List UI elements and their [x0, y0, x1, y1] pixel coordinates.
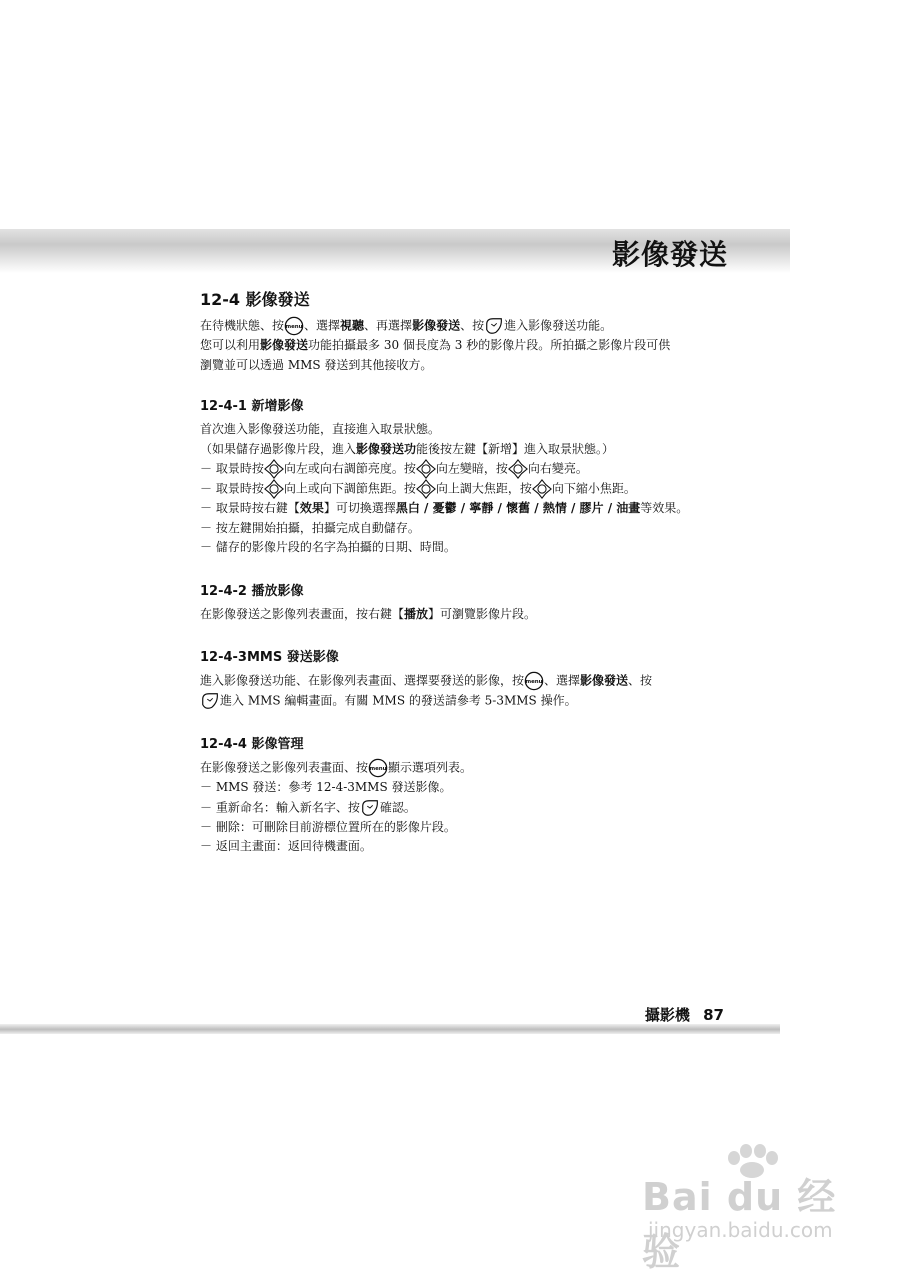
watermark: [642, 1148, 862, 1274]
menu-key-icon: [368, 758, 388, 778]
menu-key-icon: [284, 316, 304, 336]
paragraph: 在待機狀態、按 、選擇視聽、再選擇影像發送、按 進入影像發送功能。: [200, 316, 740, 336]
ok-key-icon: [200, 691, 220, 711]
content: [200, 287, 740, 857]
nav-key-icon: [416, 459, 436, 479]
nav-key-icon: [416, 479, 436, 499]
section-heading: 12-4-2 播放影像: [200, 583, 304, 599]
footer-label: 攝影機: [644, 1006, 690, 1024]
nav-key-icon: [532, 479, 552, 499]
list-item: － 按左鍵開始拍攝，拍攝完成自動儲存。: [200, 520, 420, 535]
paragraph: 進入影像發送功能、在影像列表畫面、選擇要發送的影像，按 、選擇影像發送、按: [200, 671, 740, 691]
watermark-logo: Bai du 经验: [642, 1175, 837, 1274]
list-item: － 刪除：可刪除目前游標位置所在的影像片段。: [200, 819, 456, 834]
watermark-url: jingyan.baidu.com: [648, 1218, 833, 1242]
nav-key-icon: [508, 459, 528, 479]
paragraph: 在影像發送之影像列表畫面、按 顯示選項列表。: [200, 758, 740, 778]
page-footer: [645, 1004, 724, 1025]
paragraph: 在影像發送之影像列表畫面，按右鍵【播放】可瀏覽影像片段。: [200, 606, 537, 621]
page-number: 87: [703, 1006, 724, 1024]
section-heading: 12-4-4 影像管理: [200, 737, 304, 752]
footer-band: [0, 1024, 780, 1034]
paragraph: （如果儲存過影像片段，進入影像發送功能後按左鍵【新增】進入取景狀態。）: [200, 441, 615, 456]
page-title: 影像發送: [611, 238, 728, 271]
list-item: － 重新命名：輸入新名字、按 確認。: [200, 798, 740, 818]
nav-key-icon: [264, 459, 284, 479]
menu-key-icon: [524, 671, 544, 691]
list-item: － 返回主畫面：返回待機畫面。: [200, 839, 372, 853]
paragraph: 瀏覽並可以透過 MMS 發送到其他接收方。: [200, 357, 433, 372]
ok-key-icon: [360, 798, 380, 818]
list-item: － 取景時按 向左或向右調節亮度。按 向左變暗，按 向右變亮。: [200, 459, 740, 479]
paragraph: 進入 MMS 編輯畫面。有關 MMS 的發送請參考 5-3MMS 操作。: [200, 691, 740, 711]
section-heading: 12-4-1 新增影像: [200, 399, 304, 414]
list-item: － 儲存的影像片段的名字為拍攝的日期、時間。: [200, 540, 456, 554]
ok-key-icon: [484, 316, 504, 336]
paragraph: 您可以利用影像發送功能拍攝最多 30 個長度為 3 秒的影像片段。所拍攝之影像片段可供: [200, 338, 671, 352]
list-item: － 取景時按右鍵【效果】可切換選擇黑白 / 憂鬱 / 寧靜 / 懷舊 / 熱情 / 膠片 / 油畫等效果。: [200, 501, 689, 515]
header-band: [0, 229, 790, 273]
paragraph: 首次進入影像發送功能，直接進入取景狀態。: [200, 422, 441, 436]
list-item: － 取景時按 向上或向下調節焦距。按 向上調大焦距，按 向下縮小焦距。: [200, 479, 740, 499]
list-item: － MMS 發送：參考 12-4-3MMS 發送影像。: [200, 780, 452, 794]
section-heading: 12-4 影像發送: [200, 290, 310, 309]
section-heading: 12-4-3MMS 發送影像: [200, 650, 339, 665]
nav-key-icon: [264, 479, 284, 499]
